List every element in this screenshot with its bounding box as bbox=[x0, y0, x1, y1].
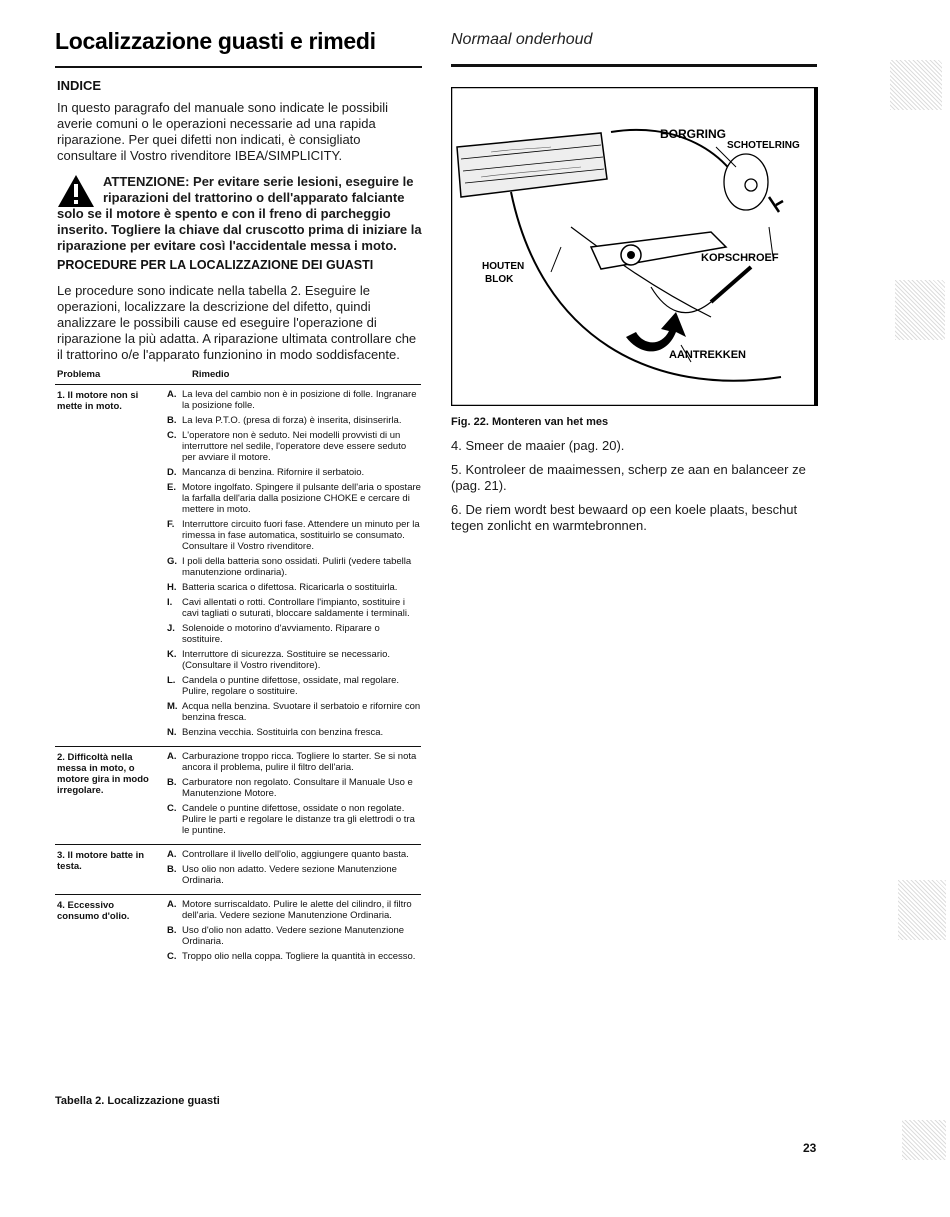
remedy-cell bbox=[165, 389, 421, 738]
remedy-text: Carburatore non regolato. Consultare il Manuale Uso e Manutenzione Motore. bbox=[182, 777, 413, 799]
step-item: 4. Smeer de maaier (pag. 20). bbox=[451, 438, 625, 453]
procedure-heading: PROCEDURE PER LA LOCALIZZAZIONE DEI GUASTI bbox=[57, 258, 374, 272]
remedy-cell bbox=[165, 849, 421, 886]
remedy-item bbox=[165, 951, 421, 962]
remedy-letter: I. bbox=[167, 597, 173, 608]
remedy-text: Solenoide o motorino d'avviamento. Riparare o sostituire. bbox=[182, 623, 380, 645]
label-houten: HOUTEN bbox=[482, 261, 525, 272]
remedy-item bbox=[165, 582, 421, 593]
remedy-letter: A. bbox=[167, 899, 177, 910]
remedy-item bbox=[165, 482, 421, 515]
page-number: 23 bbox=[803, 1141, 817, 1155]
procedure-text: Le procedure sono indicate nella tabella 2. Eseguire le operazioni, localizzare la descrizione del difetto, quindi analizzare le possibili cause ed eseguire l'operazione di riparazione la più adatta. A riparazione ultimata controllare che il trattorino o/e l'apparato funzionino in modo soddisfacente. bbox=[57, 283, 417, 362]
remedy-text: La leva P.T.O. (presa di forza) è inserita, disinserirla. bbox=[182, 415, 402, 426]
page-title: Localizzazione guasti e rimedi bbox=[55, 28, 376, 54]
remedy-text: Carburazione troppo ricca. Togliere lo starter. Se si nota ancora il problema, pulire il filtro dell'aria. bbox=[182, 751, 417, 773]
remedy-item bbox=[165, 849, 421, 860]
remedy-letter: C. bbox=[167, 951, 177, 962]
table-header bbox=[55, 369, 421, 383]
section-title-rule bbox=[451, 64, 817, 67]
remedy-letter: B. bbox=[167, 777, 177, 788]
remedy-item bbox=[165, 597, 421, 619]
table-row bbox=[55, 895, 421, 970]
remedy-letter: C. bbox=[167, 803, 177, 814]
remedy-text: I poli della batteria sono ossidati. Pulirli (vedere tabella manutenzione ordinaria). bbox=[182, 556, 412, 578]
remedy-text: Uso olio non adatto. Vedere sezione Manutenzione Ordinaria. bbox=[182, 864, 397, 886]
remedy-item bbox=[165, 899, 421, 921]
table-row bbox=[55, 747, 421, 844]
remedy-text: Candela o puntine difettose, ossidate, mal regolare. Pulire, regolare o sostituire. bbox=[182, 675, 400, 697]
remedy-text: Interruttore circuito fuori fase. Attendere un minuto per la rimessa in fase automatica, sostituirlo se consumato. Consultare il Vostro rivenditore. bbox=[182, 519, 420, 552]
indice-text: In questo paragrafo del manuale sono indicate le possibili averie comuni o le operazioni necessarie ad una rapida riparazione. Per quei difetti non indicati, è consigliato consultare il Vostro rivenditore IBEA/SIMPLICITY. bbox=[57, 100, 388, 163]
remedy-cell bbox=[165, 899, 421, 962]
table-body bbox=[55, 385, 421, 970]
remedy-item bbox=[165, 389, 421, 411]
remedy-text: Mancanza di benzina. Rifornire il serbatoio. bbox=[182, 467, 365, 478]
indice-heading: INDICE bbox=[57, 78, 102, 93]
remedy-letter: M. bbox=[167, 701, 178, 712]
remedy-item bbox=[165, 925, 421, 947]
remedy-item bbox=[165, 751, 421, 773]
remedy-letter: A. bbox=[167, 849, 177, 860]
problem-cell: 1. Il motore non si mette in moto. bbox=[57, 390, 139, 412]
remedy-letter: J. bbox=[167, 623, 175, 634]
remedy-text: Motore surriscaldato. Pulire le alette del cilindro, il filtro dell'aria. Vedere sezione Manutenzione Ordinaria. bbox=[182, 899, 412, 921]
remedy-letter: E. bbox=[167, 482, 176, 493]
label-kopschroef: KOPSCHROEF bbox=[701, 252, 779, 264]
label-blok: BLOK bbox=[485, 274, 514, 285]
label-borgring: BORGRING bbox=[660, 127, 726, 141]
remedy-item bbox=[165, 701, 421, 723]
warning-text-continued: solo se il motore è spento e con il freno di parcheggio inserito. Togliere la chiave dal cruscotto prima di iniziare la riparazione per evitare così l'accidentale messa i moto. bbox=[57, 206, 422, 253]
remedy-text: Uso d'olio non adatto. Vedere sezione Manutenzione Ordinaria. bbox=[182, 925, 405, 947]
remedy-letter: A. bbox=[167, 751, 177, 762]
scan-artifact bbox=[902, 1120, 946, 1160]
remedy-letter: K. bbox=[167, 649, 177, 660]
remedy-text: Benzina vecchia. Sostituirla con benzina fresca. bbox=[182, 727, 384, 738]
remedy-letter: D. bbox=[167, 467, 177, 478]
remedy-item bbox=[165, 675, 421, 697]
remedy-item bbox=[165, 415, 421, 426]
remedy-item bbox=[165, 864, 421, 886]
remedy-item bbox=[165, 430, 421, 463]
scan-artifact bbox=[890, 60, 942, 110]
scan-artifact bbox=[898, 880, 946, 940]
problem-cell: 3. Il motore batte in testa. bbox=[57, 850, 145, 872]
remedy-text: L'operatore non è seduto. Nei modelli provvisti di un interruttore nel sedile, l'operatore deve essere seduto per avviare il motore. bbox=[182, 430, 407, 463]
step-item: 6. De riem wordt best bewaard op een koele plaats, beschut tegen zonlicht en warmtebronnen. bbox=[451, 502, 798, 533]
remedy-item bbox=[165, 803, 421, 836]
remedy-item bbox=[165, 649, 421, 671]
label-aantrekken: AANTREKKEN bbox=[669, 349, 746, 361]
column-header-problem: Problema bbox=[57, 369, 101, 380]
remedy-letter: C. bbox=[167, 430, 177, 441]
remedy-letter: B. bbox=[167, 864, 177, 875]
remedy-item bbox=[165, 727, 421, 738]
remedy-item bbox=[165, 623, 421, 645]
remedy-text: Cavi allentati o rotti. Controllare l'impianto, sostituire i cavi tagliati o suturati, bloccare saldamente i terminali. bbox=[182, 597, 410, 619]
remedy-letter: F. bbox=[167, 519, 175, 530]
remedy-letter: N. bbox=[167, 727, 177, 738]
figure-caption: Fig. 22. Monteren van het mes bbox=[451, 416, 609, 428]
remedy-item bbox=[165, 556, 421, 578]
troubleshooting-table bbox=[55, 369, 421, 970]
remedy-text: Batteria scarica o difettosa. Ricaricarla o sostituirla. bbox=[182, 582, 398, 593]
column-header-remedy: Rimedio bbox=[192, 369, 230, 380]
scan-artifact bbox=[895, 280, 945, 340]
remedy-item bbox=[165, 519, 421, 552]
remedy-text: Acqua nella benzina. Svuotare il serbatoio e rifornire con benzina fresca. bbox=[182, 701, 421, 723]
remedy-text: La leva del cambio non è in posizione di folle. Ingranare la posizione folle. bbox=[182, 389, 417, 411]
warning-text: ATTENZIONE: Per evitare serie lesioni, eseguire le riparazioni del trattorino o dell'apparato falciante bbox=[103, 174, 414, 205]
warning-icon bbox=[57, 174, 95, 208]
label-schotelring: SCHOTELRING bbox=[727, 140, 800, 151]
problem-cell: 4. Eccessivo consumo d'olio. bbox=[57, 900, 130, 922]
remedy-item bbox=[165, 777, 421, 799]
remedy-text: Controllare il livello dell'olio, aggiungere quanto basta. bbox=[182, 849, 409, 860]
problem-cell: 2. Difficoltà nella messa in moto, o motore gira in modo irregolare. bbox=[57, 752, 149, 796]
blade-mounting-figure bbox=[451, 87, 818, 406]
remedy-text: Motore ingolfato. Spingere il pulsante dell'aria o spostare la farfalla dell'aria dalla posizione CHOKE e cercare di mettere in moto. bbox=[182, 482, 421, 515]
remedy-cell bbox=[165, 751, 421, 836]
remedy-text: Candele o puntine difettose, ossidate o non regolate. Pulire le parti e regolare le distanze tra gli elettrodi o tra le puntine. bbox=[182, 803, 415, 836]
title-rule bbox=[55, 66, 422, 68]
remedy-text: Interruttore di sicurezza. Sostituire se necessario. (Consultare il Vostro rivenditore). bbox=[182, 649, 391, 671]
step-item: 5. Kontroleer de maaimessen, scherp ze aan en balanceer ze (pag. 21). bbox=[451, 462, 806, 493]
table-row bbox=[55, 385, 421, 746]
remedy-letter: G. bbox=[167, 556, 178, 567]
remedy-item bbox=[165, 467, 421, 478]
table-caption: Tabella 2. Localizzazione guasti bbox=[55, 1095, 220, 1107]
maintenance-steps bbox=[451, 438, 821, 542]
remedy-letter: H. bbox=[167, 582, 177, 593]
remedy-letter: B. bbox=[167, 415, 177, 426]
table-row bbox=[55, 845, 421, 894]
remedy-letter: L. bbox=[167, 675, 176, 686]
remedy-letter: A. bbox=[167, 389, 177, 400]
remedy-text: Troppo olio nella coppa. Togliere la quantità in eccesso. bbox=[182, 951, 416, 962]
section-title: Normaal onderhoud bbox=[451, 31, 593, 48]
remedy-letter: B. bbox=[167, 925, 177, 936]
